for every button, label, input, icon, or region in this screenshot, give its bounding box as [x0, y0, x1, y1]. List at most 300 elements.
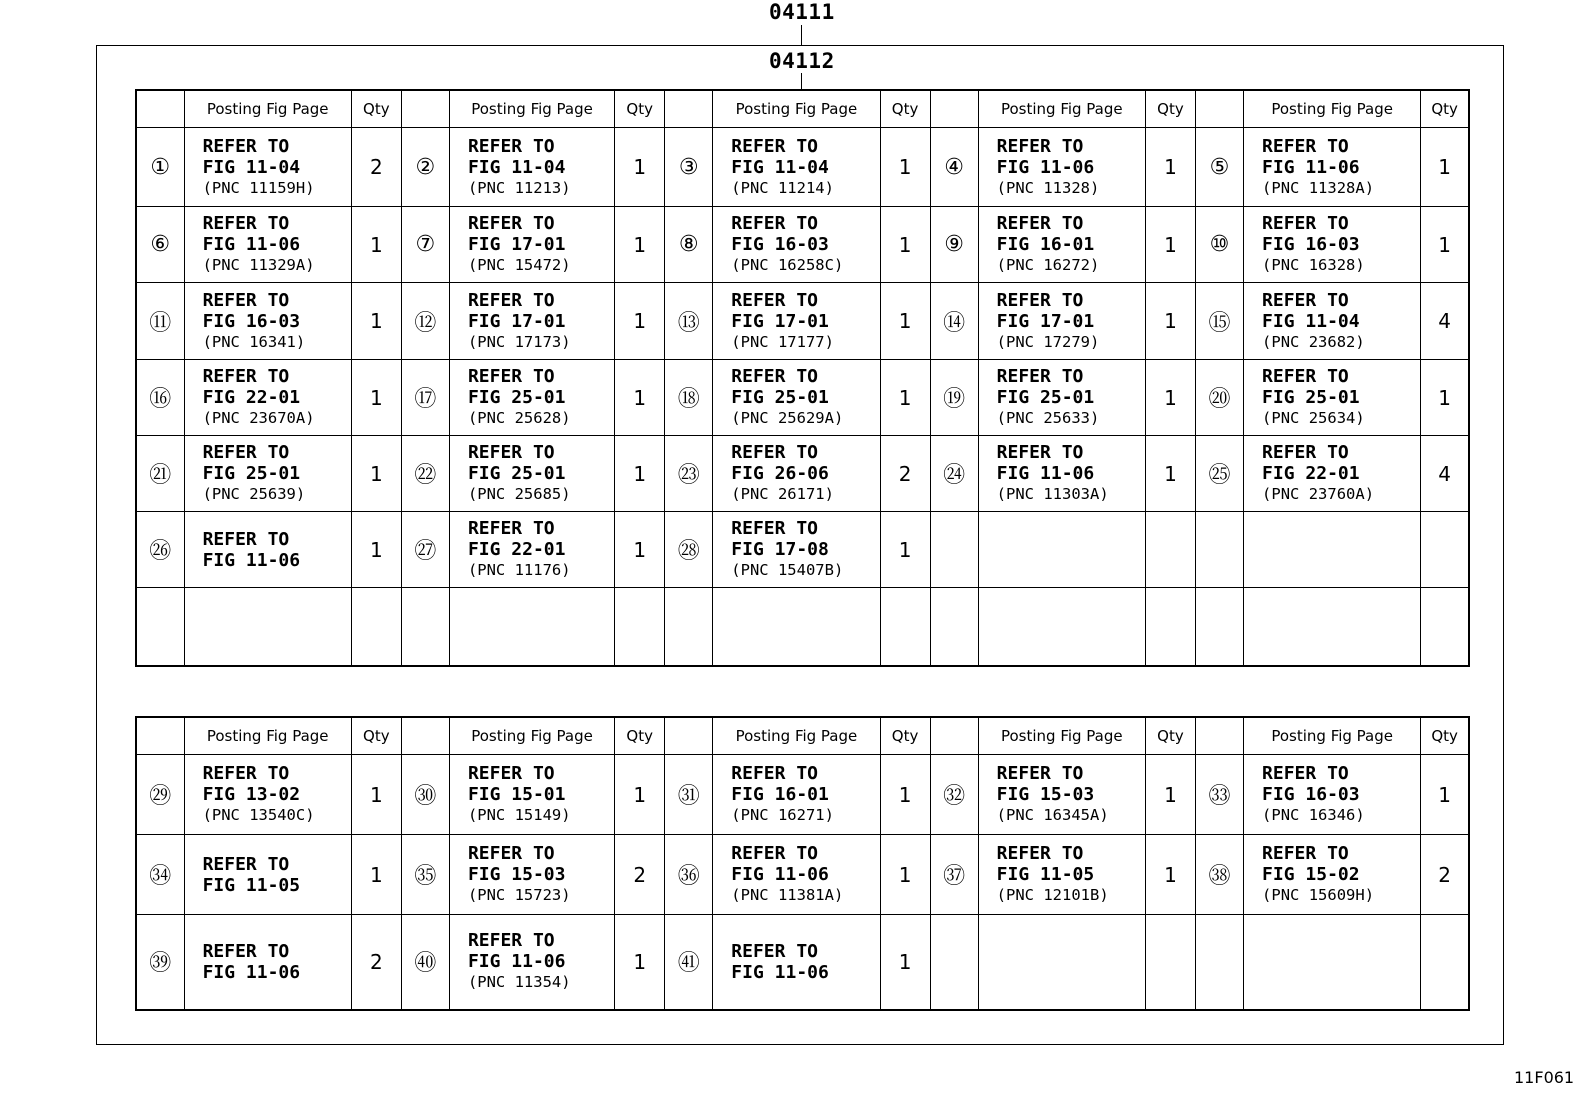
pnc-text: (PNC 15609H): [1262, 886, 1375, 904]
callout-number: ㉓: [665, 436, 713, 512]
fig-page-text: FIG 25-01: [1262, 387, 1360, 408]
callout-number: ④: [930, 128, 978, 207]
qty-cell: 1: [351, 755, 401, 835]
fig-page-text: FIG 11-06: [467, 951, 566, 973]
qty-cell: 1: [615, 755, 665, 835]
reference-cell: [1244, 436, 1421, 512]
reference-cell: [1244, 283, 1421, 360]
callout-number: [665, 588, 713, 666]
table-row: [136, 360, 1469, 436]
refer-to-text: REFER TO: [996, 135, 1084, 157]
reference-cell: [978, 436, 1145, 512]
callout-number: ㉘: [665, 512, 713, 588]
reference-cell: [184, 512, 351, 588]
reference-cell: [978, 512, 1145, 588]
callout-number: [930, 512, 978, 588]
fig-page-text: FIG 16-03: [731, 234, 829, 255]
reference-cell: [978, 835, 1145, 915]
fig-page-text: FIG 22-01: [1262, 463, 1360, 484]
pnc-text: (PNC 16341): [202, 332, 306, 351]
qty-cell: [1145, 588, 1195, 666]
callout-number: ㉜: [930, 755, 978, 835]
pnc-text: (PNC 16258C): [731, 256, 844, 274]
callout-number: ㉚: [401, 755, 449, 835]
reference-table-lower: [135, 716, 1470, 1011]
refer-to-text: REFER TO: [202, 763, 290, 784]
callout-number: ⑦: [401, 207, 449, 283]
pnc-text: (PNC 11328): [996, 178, 1100, 197]
reference-cell: [1244, 207, 1421, 283]
leader-line-top: [801, 25, 802, 45]
qty-cell: 4: [1421, 283, 1469, 360]
fig-page-text: FIG 15-03: [996, 784, 1095, 805]
table-row: [136, 835, 1469, 915]
callout-number: ㉟: [401, 835, 449, 915]
callout-number: ㊵: [401, 915, 449, 1010]
callout-number: ㉗: [401, 512, 449, 588]
refer-to-text: REFER TO: [467, 213, 555, 234]
header-posting-fig-page: Posting Fig Page: [713, 717, 880, 755]
header-blank-cell: [1195, 717, 1243, 755]
refer-to-text: REFER TO: [731, 289, 818, 311]
figure-code: 11F061: [1514, 1068, 1575, 1087]
fig-page-text: FIG 11-06: [1262, 156, 1360, 178]
fig-page-text: FIG 25-01: [467, 463, 566, 484]
refer-to-text: REFER TO: [202, 213, 290, 234]
pnc-text: (PNC 11381A): [731, 886, 844, 904]
fig-page-text: FIG 11-04: [467, 156, 566, 178]
reference-cell: [713, 755, 880, 835]
qty-cell: [1421, 588, 1469, 666]
table-row: [136, 128, 1469, 207]
header-blank-cell: [665, 717, 713, 755]
callout-number: ⑧: [665, 207, 713, 283]
refer-to-text: REFER TO: [731, 442, 818, 463]
qty-cell: 1: [880, 835, 930, 915]
reference-cell: [713, 360, 880, 436]
pnc-text: (PNC 11329A): [202, 256, 315, 274]
refer-to-text: REFER TO: [731, 366, 818, 387]
reference-cell: [978, 755, 1145, 835]
qty-cell: 1: [880, 360, 930, 436]
fig-page-text: FIG 17-01: [467, 234, 566, 255]
fig-page-text: FIG 26-06: [731, 463, 829, 484]
callout-number: ⑥: [136, 207, 184, 283]
reference-cell: [184, 207, 351, 283]
pnc-text: (PNC 23682): [1262, 332, 1365, 351]
fig-page-text: FIG 25-01: [731, 387, 829, 408]
header-qty: Qty: [351, 90, 401, 128]
refer-to-text: REFER TO: [467, 366, 555, 387]
refer-to-text: REFER TO: [1262, 289, 1349, 311]
reference-cell: [713, 835, 880, 915]
assembly-code-inner: 04112: [769, 49, 835, 73]
pnc-text: (PNC 11213): [467, 178, 571, 197]
reference-cell: [1244, 915, 1421, 1010]
reference-cell: [184, 360, 351, 436]
pnc-text: (PNC 13540C): [202, 806, 315, 824]
qty-cell: 1: [615, 512, 665, 588]
reference-cell: [713, 436, 880, 512]
pnc-text: (PNC 11176): [467, 561, 571, 579]
reference-cell: [713, 512, 880, 588]
qty-cell: 1: [1145, 436, 1195, 512]
callout-number: ㉒: [401, 436, 449, 512]
pnc-text: (PNC 16346): [1262, 806, 1365, 824]
table-row: [136, 915, 1469, 1010]
leader-line-inner: [801, 73, 802, 89]
reference-cell: [713, 915, 880, 1010]
qty-cell: 1: [1421, 128, 1469, 207]
qty-cell: 1: [615, 360, 665, 436]
pnc-text: (PNC 11328A): [1262, 178, 1375, 197]
qty-cell: 1: [1145, 207, 1195, 283]
fig-page-text: FIG 16-01: [996, 234, 1095, 255]
reference-cell: [184, 588, 351, 666]
reference-cell: [449, 283, 614, 360]
header-blank-cell: [1195, 90, 1243, 128]
refer-to-text: REFER TO: [1262, 843, 1349, 864]
callout-number: ⑤: [1195, 128, 1243, 207]
pnc-text: (PNC 25639): [202, 485, 306, 503]
table-row: [136, 283, 1469, 360]
qty-cell: 1: [351, 207, 401, 283]
qty-cell: 1: [615, 436, 665, 512]
qty-cell: 2: [615, 835, 665, 915]
callout-number: ㊴: [136, 915, 184, 1010]
refer-to-text: REFER TO: [467, 518, 555, 539]
callout-number: [1195, 588, 1243, 666]
header-posting-fig-page: Posting Fig Page: [1244, 90, 1421, 128]
qty-cell: 1: [1421, 360, 1469, 436]
refer-to-text: REFER TO: [202, 366, 290, 387]
fig-page-text: FIG 17-08: [731, 539, 829, 560]
reference-cell: [978, 283, 1145, 360]
table-row: [136, 436, 1469, 512]
pnc-text: (PNC 23760A): [1262, 485, 1375, 503]
refer-to-text: REFER TO: [996, 442, 1084, 463]
reference-cell: [449, 755, 614, 835]
fig-page-text: FIG 15-02: [1262, 864, 1360, 885]
refer-to-text: REFER TO: [467, 843, 555, 864]
reference-cell: [1244, 512, 1421, 588]
reference-cell: [1244, 755, 1421, 835]
callout-number: ⑨: [930, 207, 978, 283]
refer-to-text: REFER TO: [731, 135, 818, 157]
pnc-text: (PNC 16328): [1262, 256, 1365, 274]
pnc-text: (PNC 11214): [731, 178, 834, 197]
header-qty: Qty: [1421, 717, 1469, 755]
callout-number: ⑱: [665, 360, 713, 436]
reference-cell: [978, 588, 1145, 666]
fig-page-text: FIG 22-01: [202, 387, 301, 408]
qty-cell: 1: [1145, 755, 1195, 835]
fig-page-text: FIG 15-01: [467, 784, 566, 805]
header-row: [136, 90, 1469, 128]
fig-page-text: FIG 25-01: [996, 387, 1095, 408]
reference-cell: [713, 283, 880, 360]
refer-to-text: REFER TO: [1262, 442, 1349, 463]
fig-page-text: FIG 17-01: [731, 310, 829, 332]
reference-cell: [978, 360, 1145, 436]
qty-cell: 1: [615, 128, 665, 207]
pnc-text: (PNC 16271): [731, 806, 834, 824]
pnc-text: (PNC 11159H): [202, 178, 315, 197]
fig-page-text: FIG 11-04: [1262, 310, 1360, 332]
qty-cell: 1: [880, 915, 930, 1010]
qty-cell: 1: [880, 755, 930, 835]
callout-number: ㉝: [1195, 755, 1243, 835]
callout-number: [1195, 915, 1243, 1010]
header-blank-cell: [930, 717, 978, 755]
qty-cell: 1: [1145, 128, 1195, 207]
header-qty: Qty: [1421, 90, 1469, 128]
callout-number: ⑮: [1195, 283, 1243, 360]
pnc-text: (PNC 26171): [731, 485, 834, 503]
header-blank-cell: [930, 90, 978, 128]
reference-cell: [1244, 835, 1421, 915]
pnc-text: (PNC 17173): [467, 332, 571, 351]
header-qty: Qty: [615, 90, 665, 128]
reference-cell: [978, 915, 1145, 1010]
header-blank-cell: [136, 717, 184, 755]
fig-page-text: FIG 17-01: [996, 310, 1095, 332]
table-row: [136, 207, 1469, 283]
callout-number: ㊳: [1195, 835, 1243, 915]
callout-number: ⑳: [1195, 360, 1243, 436]
refer-to-text: REFER TO: [467, 930, 555, 952]
pnc-text: (PNC 25634): [1262, 409, 1365, 427]
reference-cell: [978, 128, 1145, 207]
reference-cell: [184, 915, 351, 1010]
refer-to-text: REFER TO: [731, 940, 818, 962]
refer-to-text: REFER TO: [996, 366, 1084, 387]
pnc-text: (PNC 11354): [467, 973, 571, 992]
qty-cell: [1421, 512, 1469, 588]
refer-to-text: REFER TO: [1262, 366, 1349, 387]
callout-number: ㊱: [665, 835, 713, 915]
refer-to-text: REFER TO: [202, 135, 290, 157]
fig-page-text: FIG 25-01: [202, 463, 301, 484]
reference-cell: [713, 128, 880, 207]
header-posting-fig-page: Posting Fig Page: [449, 90, 614, 128]
reference-cell: [449, 360, 614, 436]
fig-page-text: FIG 22-01: [467, 539, 566, 560]
reference-cell: [1244, 588, 1421, 666]
fig-page-text: FIG 11-06: [731, 864, 829, 885]
callout-number: ㉑: [136, 436, 184, 512]
qty-cell: [1145, 915, 1195, 1010]
header-posting-fig-page: Posting Fig Page: [713, 90, 880, 128]
refer-to-text: REFER TO: [996, 843, 1084, 864]
fig-page-text: FIG 11-05: [202, 874, 301, 896]
fig-page-text: FIG 11-06: [202, 234, 301, 255]
qty-cell: 1: [880, 512, 930, 588]
qty-cell: 1: [1421, 755, 1469, 835]
qty-cell: 1: [880, 128, 930, 207]
reference-table-upper: [135, 89, 1470, 667]
callout-number: ㉞: [136, 835, 184, 915]
header-posting-fig-page: Posting Fig Page: [449, 717, 614, 755]
callout-number: ⑫: [401, 283, 449, 360]
header-posting-fig-page: Posting Fig Page: [978, 90, 1145, 128]
header-qty: Qty: [880, 717, 930, 755]
reference-cell: [449, 512, 614, 588]
callout-number: [930, 915, 978, 1010]
refer-to-text: REFER TO: [731, 213, 818, 234]
callout-number: [136, 588, 184, 666]
fig-page-text: FIG 25-01: [467, 387, 566, 408]
refer-to-text: REFER TO: [202, 442, 290, 463]
callout-number: ㉛: [665, 755, 713, 835]
qty-cell: 2: [351, 915, 401, 1010]
qty-cell: 1: [1145, 360, 1195, 436]
header-blank-cell: [401, 717, 449, 755]
callout-number: ⑲: [930, 360, 978, 436]
qty-cell: [351, 588, 401, 666]
pnc-text: (PNC 15723): [467, 886, 571, 904]
fig-page-text: FIG 11-06: [996, 463, 1095, 484]
pnc-text: (PNC 25629A): [731, 409, 844, 427]
callout-number: ㉖: [136, 512, 184, 588]
qty-cell: 1: [351, 360, 401, 436]
pnc-text: (PNC 12101B): [996, 886, 1109, 904]
qty-cell: 1: [351, 283, 401, 360]
fig-page-text: FIG 11-04: [731, 156, 829, 178]
reference-cell: [978, 207, 1145, 283]
qty-cell: 1: [880, 283, 930, 360]
reference-cell: [1244, 128, 1421, 207]
table-row: [136, 512, 1469, 588]
fig-page-text: FIG 13-02: [202, 784, 301, 805]
pnc-text: (PNC 25633): [996, 409, 1100, 427]
table-row: [136, 588, 1469, 666]
qty-cell: [1145, 512, 1195, 588]
refer-to-text: REFER TO: [1262, 135, 1349, 157]
refer-to-text: REFER TO: [731, 518, 818, 539]
pnc-text: (PNC 15472): [467, 256, 571, 274]
header-qty: Qty: [615, 717, 665, 755]
refer-to-text: REFER TO: [202, 853, 290, 875]
qty-cell: 1: [1421, 207, 1469, 283]
header-blank-cell: [665, 90, 713, 128]
header-posting-fig-page: Posting Fig Page: [184, 90, 351, 128]
pnc-text: (PNC 17177): [731, 332, 834, 351]
callout-number: [1195, 512, 1243, 588]
fig-page-text: FIG 11-04: [202, 156, 301, 178]
qty-cell: 2: [1421, 835, 1469, 915]
fig-page-text: FIG 11-06: [202, 549, 301, 571]
refer-to-text: REFER TO: [467, 442, 555, 463]
reference-cell: [1244, 360, 1421, 436]
reference-cell: [184, 835, 351, 915]
refer-to-text: REFER TO: [202, 940, 290, 962]
reference-cell: [449, 436, 614, 512]
refer-to-text: REFER TO: [731, 843, 818, 864]
pnc-text: (PNC 17279): [996, 332, 1100, 351]
pnc-text: (PNC 25628): [467, 409, 571, 427]
refer-to-text: REFER TO: [1262, 213, 1349, 234]
fig-page-text: FIG 11-06: [202, 961, 301, 983]
header-qty: Qty: [880, 90, 930, 128]
header-posting-fig-page: Posting Fig Page: [978, 717, 1145, 755]
pnc-text: (PNC 16345A): [996, 806, 1109, 824]
header-qty: Qty: [1145, 90, 1195, 128]
reference-cell: [184, 128, 351, 207]
fig-page-text: FIG 15-03: [467, 864, 566, 885]
qty-cell: 1: [1145, 835, 1195, 915]
qty-cell: 1: [615, 207, 665, 283]
pnc-text: (PNC 25685): [467, 485, 571, 503]
qty-cell: 1: [351, 436, 401, 512]
reference-cell: [184, 283, 351, 360]
callout-number: ②: [401, 128, 449, 207]
reference-cell: [713, 207, 880, 283]
callout-number: ⑯: [136, 360, 184, 436]
qty-cell: [615, 588, 665, 666]
reference-cell: [449, 207, 614, 283]
refer-to-text: REFER TO: [996, 213, 1084, 234]
fig-page-text: FIG 17-01: [467, 310, 566, 332]
qty-cell: 1: [351, 835, 401, 915]
assembly-code-top: 04111: [769, 0, 835, 24]
qty-cell: 1: [351, 512, 401, 588]
fig-page-text: FIG 11-05: [996, 864, 1095, 885]
callout-number: ㉕: [1195, 436, 1243, 512]
reference-cell: [713, 588, 880, 666]
pnc-text: (PNC 15407B): [731, 561, 844, 579]
refer-to-text: REFER TO: [202, 289, 290, 311]
header-row: [136, 717, 1469, 755]
qty-cell: 2: [351, 128, 401, 207]
qty-cell: [1421, 915, 1469, 1010]
header-posting-fig-page: Posting Fig Page: [1244, 717, 1421, 755]
fig-page-text: FIG 16-03: [1262, 234, 1360, 255]
qty-cell: 1: [615, 283, 665, 360]
reference-cell: [449, 835, 614, 915]
qty-cell: 1: [880, 207, 930, 283]
callout-number: ⑪: [136, 283, 184, 360]
qty-cell: [880, 588, 930, 666]
callout-number: ⑬: [665, 283, 713, 360]
qty-cell: 1: [615, 915, 665, 1010]
reference-cell: [449, 588, 614, 666]
callout-number: [401, 588, 449, 666]
fig-page-text: FIG 11-06: [731, 961, 829, 983]
callout-number: ㊶: [665, 915, 713, 1010]
callout-number: ⑩: [1195, 207, 1243, 283]
reference-cell: [184, 436, 351, 512]
header-qty: Qty: [351, 717, 401, 755]
qty-cell: 2: [880, 436, 930, 512]
fig-page-text: FIG 11-06: [996, 156, 1095, 178]
fig-page-text: FIG 16-03: [1262, 784, 1360, 805]
callout-number: [930, 588, 978, 666]
header-qty: Qty: [1145, 717, 1195, 755]
pnc-text: (PNC 23670A): [202, 409, 315, 427]
callout-number: ③: [665, 128, 713, 207]
refer-to-text: REFER TO: [467, 289, 555, 311]
fig-page-text: FIG 16-03: [202, 310, 301, 332]
reference-cell: [449, 915, 614, 1010]
callout-number: ㉙: [136, 755, 184, 835]
refer-to-text: REFER TO: [731, 763, 818, 784]
refer-to-text: REFER TO: [202, 528, 290, 550]
reference-cell: [184, 755, 351, 835]
table-row: [136, 755, 1469, 835]
refer-to-text: REFER TO: [996, 763, 1084, 784]
refer-to-text: REFER TO: [1262, 763, 1349, 784]
